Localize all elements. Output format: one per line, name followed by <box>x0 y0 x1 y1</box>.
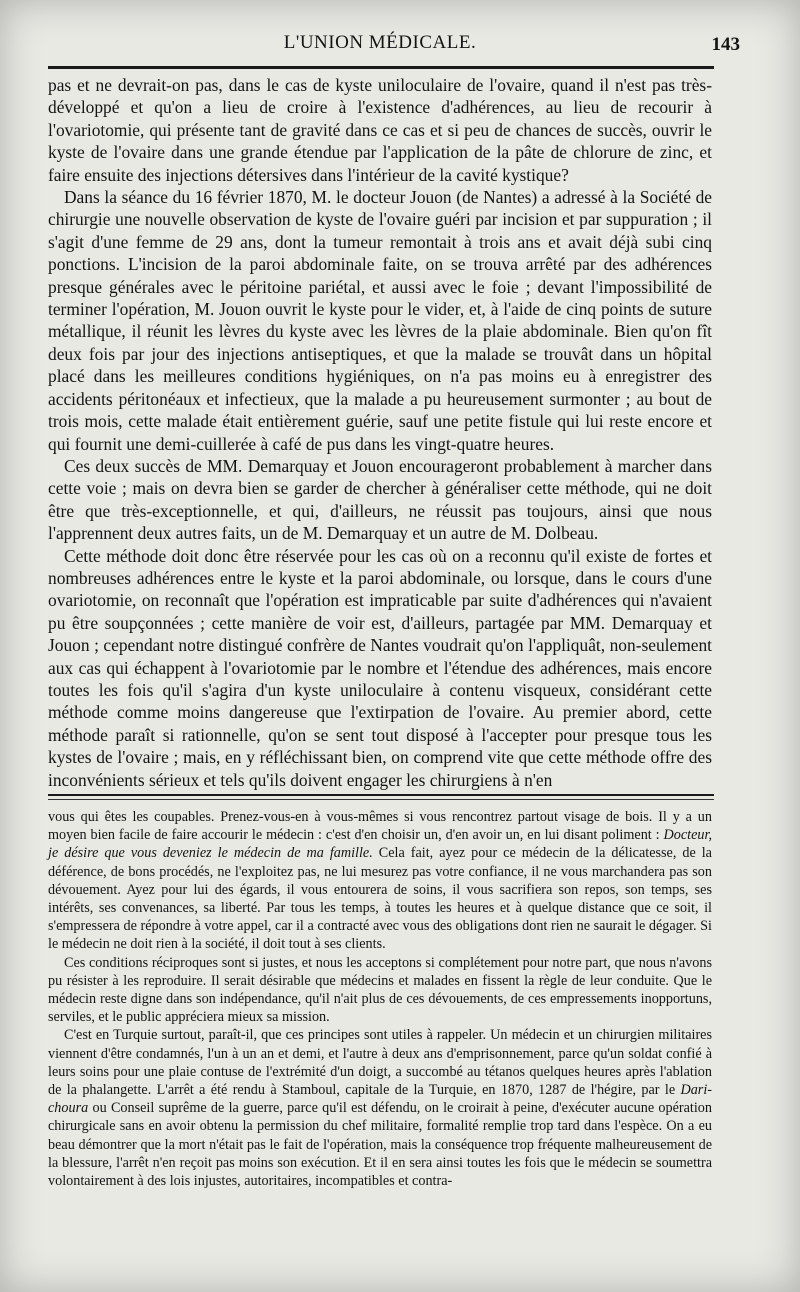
feuilleton-term: Dari-choura <box>48 1082 712 1117</box>
article-paragraph: Ces deux succès de MM. Demarquay et Jouon encourageront probablement à marcher dans cette voie ; mais on devra bien se garder de chercher à généraliser cette méthode, qui ne doit être que très-exceptionnelle, et qui, d'ailleurs, ne réussit pas toujours, ainsi que nous l'apprennent deux autres faits, un de M. Demarquay et un autre de M. Dolbeau. <box>48 455 712 544</box>
feuilleton-text: vous qui êtes les coupables. Prenez-vous-en à vous-mêmes si vous rencontrez partout visage de bois. Il y a un moyen bien facile de faire accourir le médecin : c'est d'en choisir un, d'en avoir un, en lui disant poliment : <box>48 809 712 844</box>
feuilleton-text: C'est en Turquie surtout, paraît-il, que ces principes sont utiles à rappeler. Un médecin et un chirurgien militaires viennent d'être condamnés, l'un à un an et demi, et l'autre à deux ans d'emprisonnement, parce qu'un soldat confié à leurs soins pour une plaie contuse de l'extrémité d'un doigt, a succombé au tétanos quelques heures après l'ablation de la phalangette. L'arrêt a été rendu à Stamboul, capitale de la Turquie, en 1870, 1287 de l'hégire, par le <box>48 1027 712 1099</box>
feuilleton-paragraph <box>48 808 712 954</box>
main-article <box>48 74 712 791</box>
page-header <box>48 32 740 60</box>
feuilleton-paragraph <box>48 1026 712 1190</box>
article-paragraph: pas et ne devrait-on pas, dans le cas de kyste uniloculaire de l'ovaire, quand il n'est pas très-développé et qu'on a lieu de croire à l'existence d'adhérences, au lieu de recourir à l'ovariotomie, qui présente tant de gravité dans ce cas et si peu de chances de succès, ouvrir le kyste de l'ovaire dans une grande étendue par l'application de la pâte de chlorure de zinc, et faire ensuite des injections détersives dans l'intérieur de la cavité kystique? <box>48 75 712 185</box>
feuilleton-text: ou Conseil suprême de la guerre, parce qu'il est défendu, on le croirait à peine, d'exécuter aucune opération chirurgicale sans en avoir obtenu la permission du chef militaire, formalité remplie trop tard dans l'espèce. On a eu beau démontrer que la mort n'était pas le fait de l'opération, mais la conséquence trop fréquente malheureusement de la blessure, l'arrêt n'en reçoit pas moins son exécution. Et il en sera ainsi toutes les fois que le médecin se soumettra volontairement à des lois injustes, autoritaires, incompatibles et contra- <box>48 1100 712 1190</box>
page-number: 143 <box>711 34 740 55</box>
feuilleton-quote: Docteur, je désire que vous deveniez le médecin de ma famille. <box>48 827 712 862</box>
feuilleton-paragraph: Ces conditions réciproques sont si justes, et nous les acceptons si complétement pour notre part, que nous n'avons pu résister à les reproduire. Il serait désirable que médecins et malades en fissent la règle de leur conduite. Que le médecin reste digne dans son indépendance, qu'il n'ait plus de ces dévouements, de ces empressements inopportuns, serviles, et le public appréciera mieux sa mission. <box>48 954 712 1026</box>
feuilleton-rule <box>48 794 714 796</box>
feuilleton-text: Cela fait, ayez pour ce médecin de la délicatesse, de la déférence, de bons procédés, ne l'exploitez pas, ne lui mesurez pas votre confiance, il ne vous marchandera pas son dévouement. Ayez pour lui des égards, il vous entourera de soins, il vous sacrifiera son repos, son temps, ses intérêts, ses convenances, sa liberté. Par tous les temps, à toutes les heures et à quelque distance que ce soit, il s'empressera de répondre à votre appel, car il a contracté avec vous des obligations dont rien ne saurait le dégager. Si le médecin ne doit rien à la société, il doit tout à ses clients. <box>48 845 712 953</box>
article-paragraph: Dans la séance du 16 février 1870, M. le docteur Jouon (de Nantes) a adressé à la Société de chirurgie une nouvelle observation de kyste de l'ovaire guéri par incision et par suppuration ; il s'agit d'une femme de 29 ans, dont la tumeur remontait à trois ans et avait déjà subi cinq ponctions. L'incision de la paroi abdominale faite, on se trouva arrêté par des adhérences presque générales avec le péritoine pariétal, et aussi avec le foie ; devant l'impossibilité de terminer l'opération, M. Jouon ouvrit le kyste pour le vider, et, à l'aide de cinq points de suture métallique, il réunit les lèvres du kyste avec les lèvres de la plaie abdominale. Bien qu'on fît deux fois par jour des injections antiseptiques, et que la malade se trouvât dans un hôpital placé dans les meilleures conditions hygiéniques, on n'a pas moins eu à enregistrer des accidents péritonéaux et infectieux, que la malade a pu heureusement surmonter ; au bout de trois mois, cette malade était entièrement guérie, sauf une petite fistule qui lui reste encore et qui fournit une demi-cuillerée à café de pus dans les vingt-quatre heures. <box>48 187 712 454</box>
running-title: L'UNION MÉDICALE. <box>283 32 477 53</box>
article-paragraph: Cette méthode doit donc être réservée pour les cas où on a reconnu qu'il existe de fortes et nombreuses adhérences entre le kyste et la paroi abdominale, ou lorsque, dans le cours d'une ovariotomie, on reconnaît que l'opération est impraticable par suite d'adhérences qui n'avaient pu être soupçonnées ; cette manière de voir est, d'ailleurs, partagée par MM. Demarquay et Jouon ; cependant notre distingué confrère de Nantes voudrait qu'on l'appliquât, non-seulement aux cas qui échappent à l'ovariotomie par le nombre et l'étendue des adhérences, mais encore toutes les fois qu'il s'agira d'un kyste uniloculaire à contenu visqueux, considérant cette méthode comme moins dangereuse que l'extirpation de l'ovaire. Au premier abord, cette méthode paraît si rationnelle, qu'on se sent tout disposé à l'accepter pour presque tous les kystes de l'ovaire ; mais, en y réfléchissant bien, on comprend vite que cette méthode offre des inconvénients sérieux et tels qu'ils doivent engager les chirurgiens à n'en <box>48 545 712 790</box>
feuilleton-rule-thin <box>48 799 714 800</box>
feuilleton-section <box>48 808 712 1190</box>
header-rule <box>48 66 714 69</box>
